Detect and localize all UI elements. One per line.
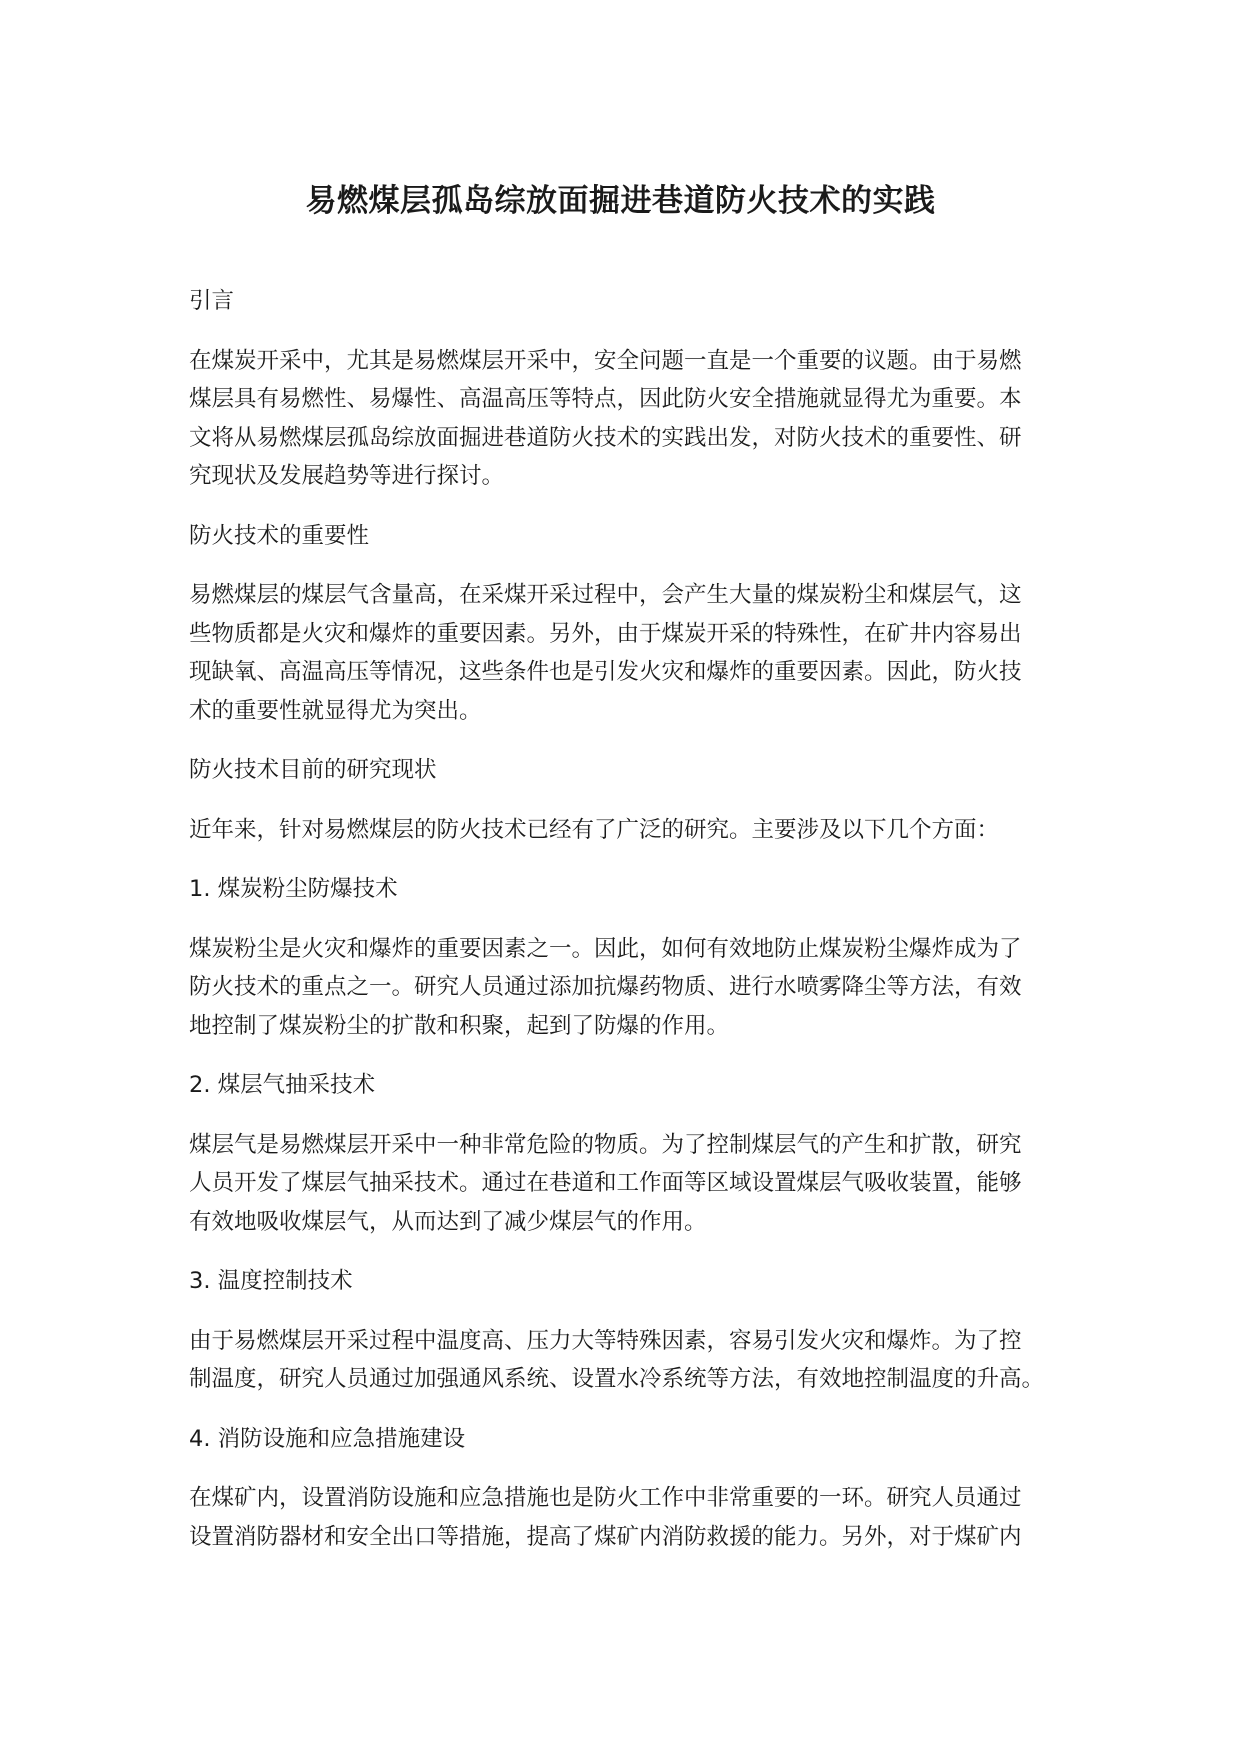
paragraph-line: 煤层气是易燃煤层开采中一种非常危险的物质。为了控制煤层气的产生和扩散，研究: [189, 1131, 1022, 1158]
paragraph-line: 设置消防器材和安全出口等措施，提高了煤矿内消防救援的能力。另外，对于煤矿内: [189, 1523, 1022, 1550]
paragraph-fire-facilities: [189, 1479, 1069, 1556]
paragraph-line: 在煤矿内，设置消防设施和应急措施也是防火工作中非常重要的一环。研究人员通过: [189, 1485, 1022, 1511]
section-heading-importance: 防火技术的重要性: [189, 522, 370, 549]
document-title: 易燃煤层孤岛综放面掘进巷道防火技术的实践: [305, 183, 936, 219]
paragraph-line: 地控制了煤炭粉尘的扩散和积聚，起到了防爆的作用。: [189, 1012, 730, 1039]
paragraph-line: 易燃煤层的煤层气含量高，在采煤开采过程中，会产生大量的煤炭粉尘和煤层气，这: [189, 582, 1022, 608]
paragraph-research-status: [189, 811, 1069, 850]
section-heading-research-status: 防火技术目前的研究现状: [189, 757, 437, 783]
paragraph-line: 煤层具有易燃性、易爆性、高温高压等特点，因此防火安全措施就显得尤为重要。本: [189, 386, 1022, 412]
paragraph-line: 现缺氧、高温高压等情况，这些条件也是引发火灾和爆炸的重要因素。因此，防火技: [189, 659, 1022, 685]
document-body: [189, 282, 1069, 1577]
paragraph-line: 人员开发了煤层气抽采技术。通过在巷道和工作面等区域设置煤层气吸收装置，能够: [189, 1170, 1022, 1196]
section-heading-fire-facilities: 4. 消防设施和应急措施建设: [189, 1425, 466, 1452]
paragraph-line: 文将从易燃煤层孤岛综放面掘进巷道防火技术的实践出发，对防火技术的重要性、研: [189, 424, 1022, 451]
paragraph-line: 煤炭粉尘是火灾和爆炸的重要因素之一。因此，如何有效地防止煤炭粉尘爆炸成为了: [189, 935, 1022, 962]
paragraph-line: 术的重要性就显得尤为突出。: [189, 697, 482, 724]
paragraph-line: 防火技术的重点之一。研究人员通过添加抗爆药物质、进行水喷雾降尘等方法，有效: [189, 974, 1022, 1000]
paragraph-gas-extraction: [189, 1126, 1069, 1242]
paragraph-line: 些物质都是火灾和爆炸的重要因素。另外，由于煤炭开采的特殊性，在矿井内容易出: [189, 620, 1022, 647]
section-heading-temperature-control: 3. 温度控制技术: [189, 1268, 353, 1294]
paragraph-line: 究现状及发展趋势等进行探讨。: [189, 463, 505, 489]
paragraph-line: 制温度，研究人员通过加强通风系统、设置水冷系统等方法，有效地控制温度的升高。: [189, 1366, 1045, 1392]
section-heading-gas-extraction: 2. 煤层气抽采技术: [189, 1072, 376, 1098]
paragraph-line: 在煤炭开采中，尤其是易燃煤层开采中，安全问题一直是一个重要的议题。由于易燃: [189, 347, 1022, 374]
paragraph-introduction: [189, 342, 1069, 496]
section-heading-introduction: 引言: [189, 288, 235, 314]
section-heading-dust-explosion: 1. 煤炭粉尘防爆技术: [189, 876, 398, 902]
paragraph-line: 由于易燃煤层开采过程中温度高、压力大等特殊因素，容易引发火灾和爆炸。为了控: [189, 1327, 1022, 1354]
paragraph-line: 近年来，针对易燃煤层的防火技术已经有了广泛的研究。主要涉及以下几个方面：: [189, 816, 1000, 843]
paragraph-dust-explosion: [189, 930, 1069, 1046]
paragraph-line: 有效地吸收煤层气，从而达到了减少煤层气的作用。: [189, 1208, 707, 1235]
paragraph-importance: [189, 576, 1069, 730]
paragraph-temperature-control: [189, 1322, 1069, 1399]
